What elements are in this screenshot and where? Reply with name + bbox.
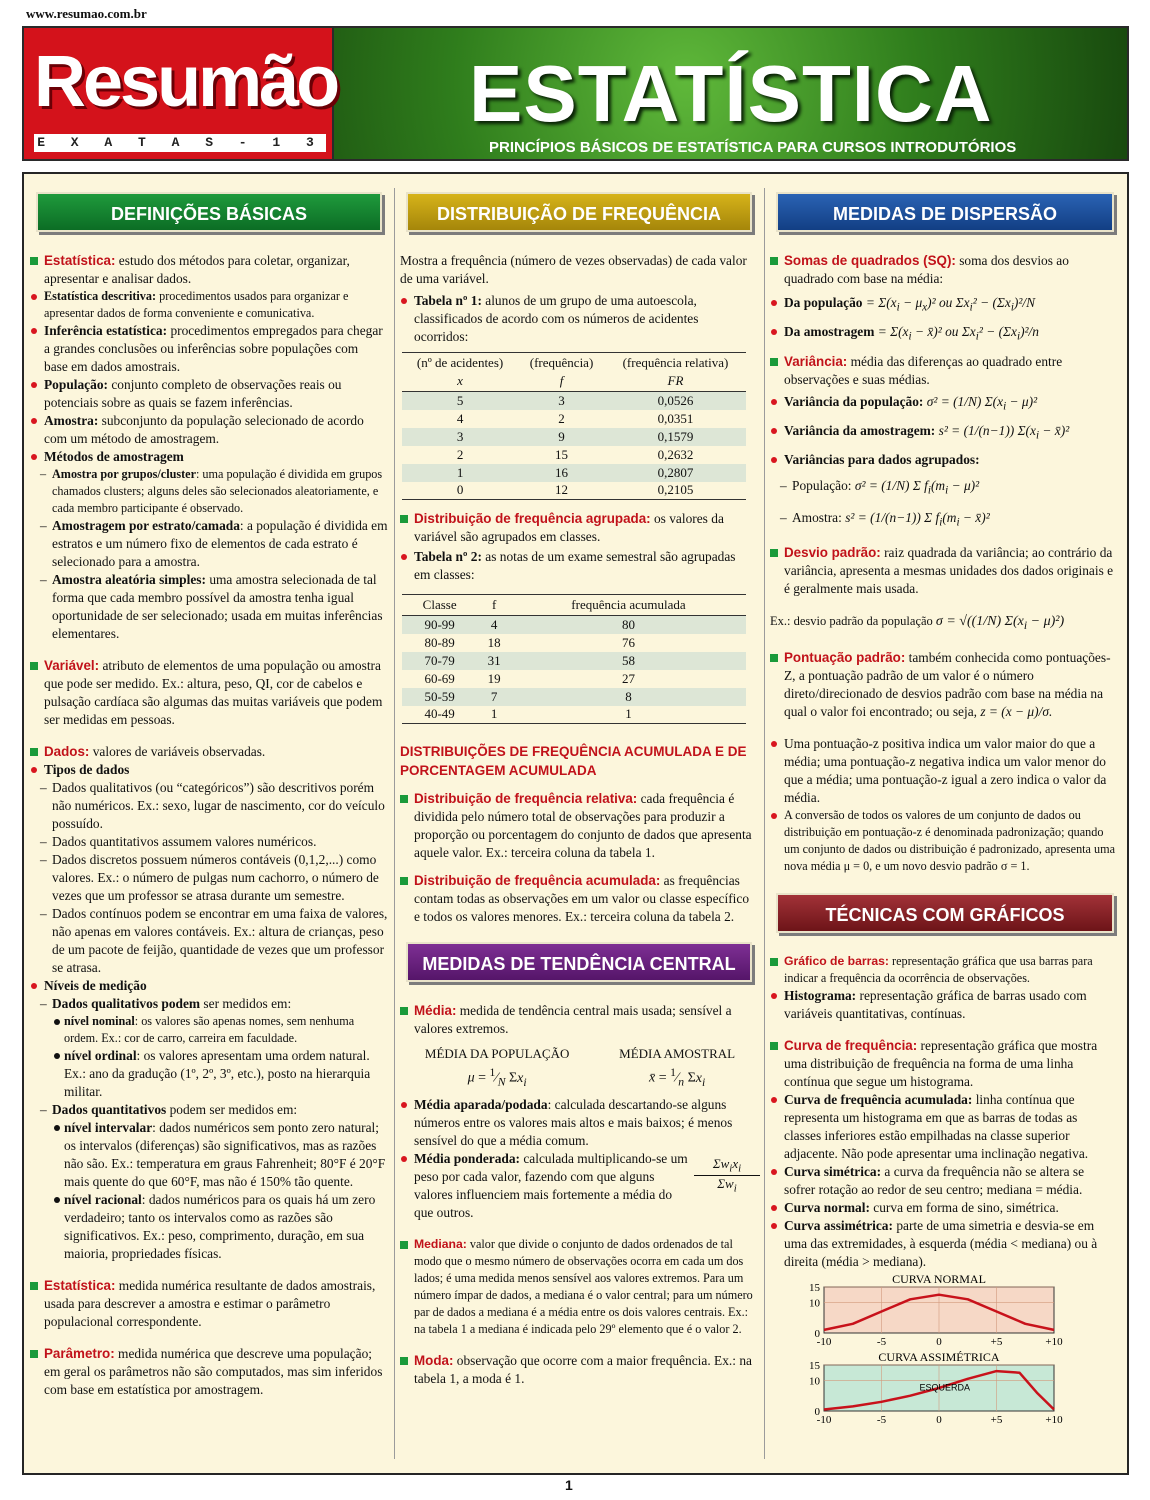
banner-definicoes: DEFINIÇÕES BÁSICAS	[36, 192, 382, 232]
item-niveis: Níveis de medição	[30, 977, 384, 995]
table-row	[402, 446, 746, 464]
item-grafico-barras: Gráfico de barras: representação gráfica que usa barras para indicar a frequência da ocorrência de observações.	[770, 953, 1116, 987]
charts-curvas	[770, 1273, 1110, 1433]
item-curva-assimetrica: Curva assimétrica: parte de uma simetria e desvia-se em uma das extremidades, à esquerda (média < mediana) ou à direita (média > mediana).	[770, 1217, 1116, 1271]
table-cell: 70-79	[402, 652, 477, 670]
table-cell: 50-59	[402, 688, 477, 706]
table-cell: 9	[518, 428, 605, 446]
item-curva-acumulada: Curva de frequência acumulada: linha contínua que representa um histograma em que as barras de todas as classes inferiores estão empilhadas na classe superior adjacente. Não pode apresentar uma inclinação negativa.	[770, 1091, 1116, 1163]
item-qualitativos: – Dados qualitativos podem ser medidos em:	[30, 995, 390, 1013]
table-cell: 0,2807	[605, 464, 746, 482]
brand-logo	[24, 28, 338, 159]
item-pz-padronizacao: A conversão de todos os valores de um conjunto de dados ou distribuição em pontuação-z é denominada padronização; quando um conjunto de dados ou distribuição é padronizado, apresenta uma nova média μ = 0, e um novo desvio padrão σ = 1.	[770, 807, 1116, 875]
item-racional: nível racional: dados numéricos para os quais há um zero verdadeiro; tanto os intervalos como as razões são significativos. Ex.: peso, comprimento, duração, em sua maioria, propriedades físicas.	[42, 1191, 390, 1263]
formulas-media	[400, 1046, 760, 1092]
item-tabela2: Tabela nº 2: as notas de um exame semestral são agrupadas em classes:	[400, 548, 754, 584]
site-url[interactable]: www.resumao.com.br	[26, 6, 147, 21]
x-tick-label: +5	[990, 1335, 1003, 1348]
item-metodos: Métodos de amostragem	[30, 448, 384, 466]
page-number: 1	[565, 1477, 573, 1493]
item-pz-sinal: Uma pontuação-z positiva indica um valor maior do que a média; uma pontuação-z negativa indica um valor menor do que a média; uma pontuação-z igual a zero indica o valor da média.	[770, 735, 1116, 807]
chart-annotation: ESQUERDA	[919, 1382, 971, 1393]
item-ponderada: Média ponderada: calculada multiplicando-se um peso por cada valor, fazendo com que alguns valores influenciem mais fortemente a média do que outros.	[400, 1150, 688, 1222]
x-tick-label: -10	[816, 1413, 832, 1426]
item-tipo-quantitativo: – Dados quantitativos assumem valores numéricos.	[30, 833, 390, 851]
item-media: Média: medida de tendência central mais usada; sensível a valores extremos.	[400, 1002, 754, 1038]
x-tick-label: +10	[1045, 1335, 1063, 1348]
table-row	[402, 464, 746, 482]
table-cell: 4	[477, 616, 511, 634]
table-cell: 7	[477, 688, 511, 706]
table-row	[402, 652, 746, 670]
item-dados: Dados: valores de variáveis observadas.	[30, 743, 384, 761]
item-tipo-qualitativo: – Dados qualitativos (ou “categóricos”) são descritivos porém não numéricos. Ex.: sexo, lugar de nascimento, cor do veículo possuído.	[30, 779, 390, 833]
table-cell: 15	[555, 446, 569, 462]
item-curva-normal: Curva normal: curva em forma de sino, simétrica.	[770, 1199, 1116, 1217]
item-soma-quadrados: Somas de quadrados (SQ): soma dos desvios ao quadrado com base na média:	[770, 252, 1116, 288]
x-tick-label: -5	[876, 1335, 887, 1348]
item-tipos: Tipos de dados	[30, 761, 384, 779]
item-descritiva: Estatística descritiva: procedimentos usados para organizar e apresentar dados de forma conveniente e comunicativa.	[30, 288, 384, 322]
x-tick-label: -10	[816, 1335, 832, 1348]
y-tick-label: 15	[809, 1281, 820, 1294]
item-aparada: Média aparada/podada: calculada descartando-se alguns números entre os valores mais altos e mais baixos; é menos sensível do que a média comum.	[400, 1096, 754, 1150]
table-row	[402, 616, 746, 634]
table-header: (nº de acidentes)	[402, 353, 518, 374]
label-media-populacao: MÉDIA DA POPULAÇÃO	[424, 1046, 570, 1061]
table-cell: 0,1579	[605, 428, 746, 446]
table-cell: 2	[558, 410, 565, 426]
y-tick-label: 15	[809, 1359, 820, 1372]
table-cell: 31	[477, 652, 511, 670]
item-agr-amostra: – Amostra: s² = (1/(n−1)) Σ $f_i(m_i$ − x̄)²	[770, 509, 1122, 532]
banner-distribuicao: DISTRIBUIÇÃO DE FREQUÊNCIA	[406, 192, 752, 232]
table-notas: Classe f frequência acumulada 90-99 4 80 80-89 18 76 70-79 31 58 60-69 19 27 50-59 7 8 40-49 1 1	[402, 594, 746, 724]
table-cell: 0,2105	[605, 482, 746, 500]
banner-tendencia: MEDIDAS DE TENDÊNCIA CENTRAL	[406, 942, 752, 982]
item-tipo-continuo: – Dados contínuos podem se encontrar em uma faixa de valores, não apenas em valores contáveis. Ex.: altura de crianças, peso de um pacote de feijão, quantidade de vezes que um professor se atrasa.	[30, 905, 390, 977]
table-row	[402, 392, 746, 410]
page-subtitle: PRINCÍPIOS BÁSICOS DE ESTATÍSTICA PARA CURSOS INTRODUTÓRIOS	[489, 139, 1017, 156]
item-sq-populacao: Da população = $\Sigma(x_i - \mu_x)^2$ ou $\Sigma x_i^2 - (\Sigma x_i)^2/N$	[770, 294, 1122, 317]
item-quantitativos: – Dados quantitativos podem ser medidos em:	[30, 1101, 390, 1119]
table-cell: 90-99	[402, 616, 477, 634]
item-sq-amostragem: Da amostragem = $\Sigma(x_i$ − x̄)² ou $\Sigma x_i^2 - (\Sigma x_i)^2/n$	[770, 323, 1122, 346]
x-tick-label: -5	[876, 1413, 887, 1426]
table-header: (frequência relativa)	[605, 353, 746, 374]
item-populacao: População: conjunto completo de observações reais ou potenciais sobre as quais se fazem inferências.	[30, 376, 384, 412]
item-ordinal: nível ordinal: os valores apresentam uma ordem natural. Ex.: ano da gradução (1º, 2º, 3º, etc.), posto na hierarquia militar.	[42, 1047, 390, 1101]
table-cell: 18	[487, 634, 501, 650]
chart-title: CURVA NORMAL	[892, 1272, 986, 1286]
item-curva-simetrica: Curva simétrica: a curva da frequência não se altera se sofrer rotação ao redor de seu centro; mediana = média.	[770, 1163, 1116, 1199]
item-parametro: Parâmetro: medida numérica que descreve uma população; em geral os parâmetros não são computados, mas sim inferidos com base em estatística por amostragem.	[30, 1345, 384, 1399]
item-estatistica: Estatística: estudo dos métodos para coletar, organizar, apresentar e analisar dados.	[30, 252, 384, 288]
table-cell: 16	[518, 464, 605, 482]
y-tick-label: 0	[814, 1327, 820, 1340]
table-cell: 0	[402, 482, 518, 500]
table-cell: 80-89	[424, 634, 455, 650]
item-acumulada: Distribuição de frequência acumulada: as frequências contam todas as observações em um valor ou classe específico e todos os valores menores. Ex.: terceira coluna da tabela 2.	[400, 872, 754, 926]
item-variavel: Variável: atributo de elementos de uma população ou amostra que pode ser medido. Ex.: altura, peso, QI, cor de cabelos e pulsação cardíaca são algumas das muitas variáveis que podem ser medidas em pessoas.	[30, 657, 384, 729]
table-cell: 60-69	[424, 670, 455, 686]
item-grupos: – Amostra por grupos/cluster: uma população é dividida em grupos chamados clusters; alguns deles são selecionados aleatoriamente, e cada membro participante é observado.	[30, 466, 390, 517]
item-agrupada: Distribuição de frequência agrupada: os valores da variável são agrupados em classes.	[400, 510, 754, 546]
table-cell: 5	[402, 392, 518, 410]
table-row	[402, 706, 746, 724]
table-cell: 4	[456, 410, 464, 426]
item-variancia: Variância: média das diferenças ao quadrado entre observações e suas médias.	[770, 353, 1116, 389]
series-label: E X A T A S - 1 3	[34, 134, 326, 152]
item-inferencia: Inferência estatística: procedimentos empregados para chegar a grandes conclusões ou inferências sobre populações com base em dados amostrais.	[30, 322, 384, 376]
table-row	[402, 410, 746, 428]
table-cell: 0,2632	[657, 446, 694, 462]
table-cell: 2	[456, 446, 464, 462]
item-curva-frequencia: Curva de frequência: representação gráfica que mostra uma distribuição de frequência na forma de uma linha contínua que segue um histograma.	[770, 1037, 1116, 1091]
page-title: ESTATÍSTICA	[469, 49, 993, 138]
x-tick-label: 0	[936, 1413, 942, 1426]
heading-acumulada: DISTRIBUIÇÕES DE FREQUÊNCIA ACUMULADA E DE PORCENTAGEM ACUMULADA	[400, 744, 747, 778]
table-cell: 3	[402, 428, 518, 446]
y-tick-label: 10	[809, 1375, 820, 1388]
item-histograma: Histograma: representação gráfica de barras usado com variáveis quantitativas, contínuas.	[770, 987, 1116, 1023]
label-media-amostral: MÉDIA AMOSTRAL	[619, 1046, 736, 1061]
table-row	[402, 428, 746, 446]
table-cell: 76	[622, 634, 635, 650]
item-tipo-discreto: – Dados discretos possuem números contáveis (0,1,2,...) como valores. Ex.: o número de pulgas num cachorro, o número de vezes que um professor se atrasa durante um semestre.	[30, 851, 390, 905]
table-cell: 58	[511, 652, 746, 670]
x-tick-label: +10	[1045, 1413, 1063, 1426]
table-row	[402, 482, 746, 500]
x-tick-label: +5	[990, 1413, 1003, 1426]
table-cell: 27	[622, 670, 635, 686]
banner-graficos: TÉCNICAS COM GRÁFICOS	[776, 893, 1114, 933]
table-cell: 80	[511, 616, 746, 634]
item-relativa: Distribuição de frequência relativa: cada frequência é dividida pelo número total de observações para produzir a proporção ou porcentagem do conjunto de dados que apresenta aquele valor. Ex.: terceira coluna da tabela 1.	[400, 790, 754, 862]
table-header: (frequência)	[518, 353, 605, 374]
item-tabela1: Tabela nº 1: alunos de um grupo de uma autoescola, classificados de acordo com os números de acidentes ocorridos:	[400, 292, 754, 346]
header	[22, 26, 1129, 161]
table-acidentes: (nº de acidentes) (frequência) (frequência relativa) x f FR 5 3 0,0526 4 2 0,0351 3 9 0,1579 2 15 0,2632 1 16 0,2807 0 12 0,2105	[402, 352, 746, 500]
item-nominal: nível nominal: os valores são apenas nomes, sem nenhuma ordem. Ex.: cor de carro, carreira em faculdade.	[42, 1013, 390, 1047]
table-cell: 1	[511, 706, 746, 724]
table-cell: 1	[477, 706, 511, 724]
formula-media-amostral: x̄ = $^1⁄_n$ $\Sigma x_i$	[649, 1066, 706, 1089]
brand-name: Resumão	[34, 42, 338, 122]
item-aleatoria: – Amostra aleatória simples: uma amostra selecionada de tal forma que cada membro possível da amostra tenha igual oportunidade de ser selecionado; usada em muitas inferências elementares.	[30, 571, 390, 643]
item-mediana: Mediana: valor que divide o conjunto de dados ordenados de tal modo que o mesmo número de observações ocorra em cada um dos lados; é uma medida menos sensível aos valores extremos. Para um número ímpar de dados, a mediana é o valor central; para um número par de dados a mediana é a média entre os dois valores centrais. Ex.: na tabela 1 a mediana é indicada pelo 29º elemento que é o valor 2.	[400, 1236, 754, 1338]
intro-distribuicao: Mostra a frequência (número de vezes observadas) de cada valor de uma variável.	[400, 253, 747, 286]
table-cell: 3	[518, 392, 605, 410]
item-desvio-padrao: Desvio padrão: raiz quadrada da variância; ao contrário da variância, apresenta a mesmas unidades dos dados originais e é geralmente mais usada.	[770, 544, 1116, 598]
y-tick-label: 10	[809, 1297, 820, 1310]
item-estrato: – Amostragem por estrato/camada: a população é dividida em estratos e um número fixo de elementos de cada estrato é selecionado para a amostra.	[30, 517, 390, 571]
column-distribuicao	[400, 174, 760, 1473]
chart-title: CURVA ASSIMÉTRICA	[878, 1349, 1000, 1364]
item-var-populacao: Variância da população: σ² = (1/N) $\Sigma(x_i - \mu)^2$	[770, 393, 1122, 416]
x-tick-label: 0	[936, 1335, 942, 1348]
table-row	[402, 688, 746, 706]
table-cell: 0,0351	[657, 410, 694, 426]
item-moda: Moda: observação que ocorre com a maior frequência. Ex.: na tabela 1, a moda é 1.	[400, 1352, 754, 1388]
column-dispersao	[770, 174, 1122, 1473]
item-ponderada-row	[400, 1150, 760, 1222]
table-cell: 40-49	[402, 706, 477, 724]
item-dp-exemplo: Ex.: desvio padrão da população σ = √((1/N) $\Sigma(x_i - \mu)^2$)	[770, 614, 1065, 632]
table-row	[402, 670, 746, 688]
column-divider	[764, 188, 765, 1459]
formula-ponderada: $\Sigma w_ix_i$ $\Sigma w_i$	[694, 1150, 760, 1222]
item-var-amostragem: Variância da amostragem: s² = (1/(n−1)) $\Sigma(x_i$ − x̄)²	[770, 422, 1122, 445]
table-row	[402, 634, 746, 652]
item-pontuacao-padrao: Pontuação padrão: também conhecida como pontuações-Z, a pontuação padrão de um valor é o número direto/direcionado de desvios padrão com base na média na qual o valor foi encontrado; ou seja, z = (x − μ)/σ.	[770, 649, 1116, 721]
item-intervalar: nível intervalar: dados numéricos sem ponto zero natural; os intervalos (diferenças) são significativos, mas as razões não são. Ex.: temperatura em graus Fahrenheit; 80°F é 20°F mais quente do que 60°F, mas não é 150% tão quente.	[42, 1119, 390, 1191]
formula-media-populacao: $\mu = ^1⁄_N$ $\Sigma x_i$	[467, 1066, 527, 1089]
column-definicoes	[30, 174, 390, 1473]
content-panel	[22, 172, 1129, 1475]
table-cell: 1	[402, 464, 518, 482]
item-amostra: Amostra: subconjunto da população selecionado de acordo com um método de amostragem.	[30, 412, 384, 448]
y-tick-label: 0	[814, 1405, 820, 1418]
table-cell: 8	[511, 688, 746, 706]
banner-dispersao: MEDIDAS DE DISPERSÃO	[776, 192, 1114, 232]
column-divider	[394, 188, 395, 1459]
item-estatistica-medida: Estatística: medida numérica resultante de dados amostrais, usada para descrever a amostra e estimar o parâmetro populacional correspondente.	[30, 1277, 384, 1331]
table-cell: 0,0526	[605, 392, 746, 410]
table-cell: 12	[518, 482, 605, 500]
item-agr-populacao: – População: σ² = (1/N) Σ $f_i(m_i - \mu)^2$	[770, 477, 1122, 500]
table-cell: 19	[487, 670, 501, 686]
item-var-agrupados: Variâncias para dados agrupados:	[770, 451, 1116, 469]
